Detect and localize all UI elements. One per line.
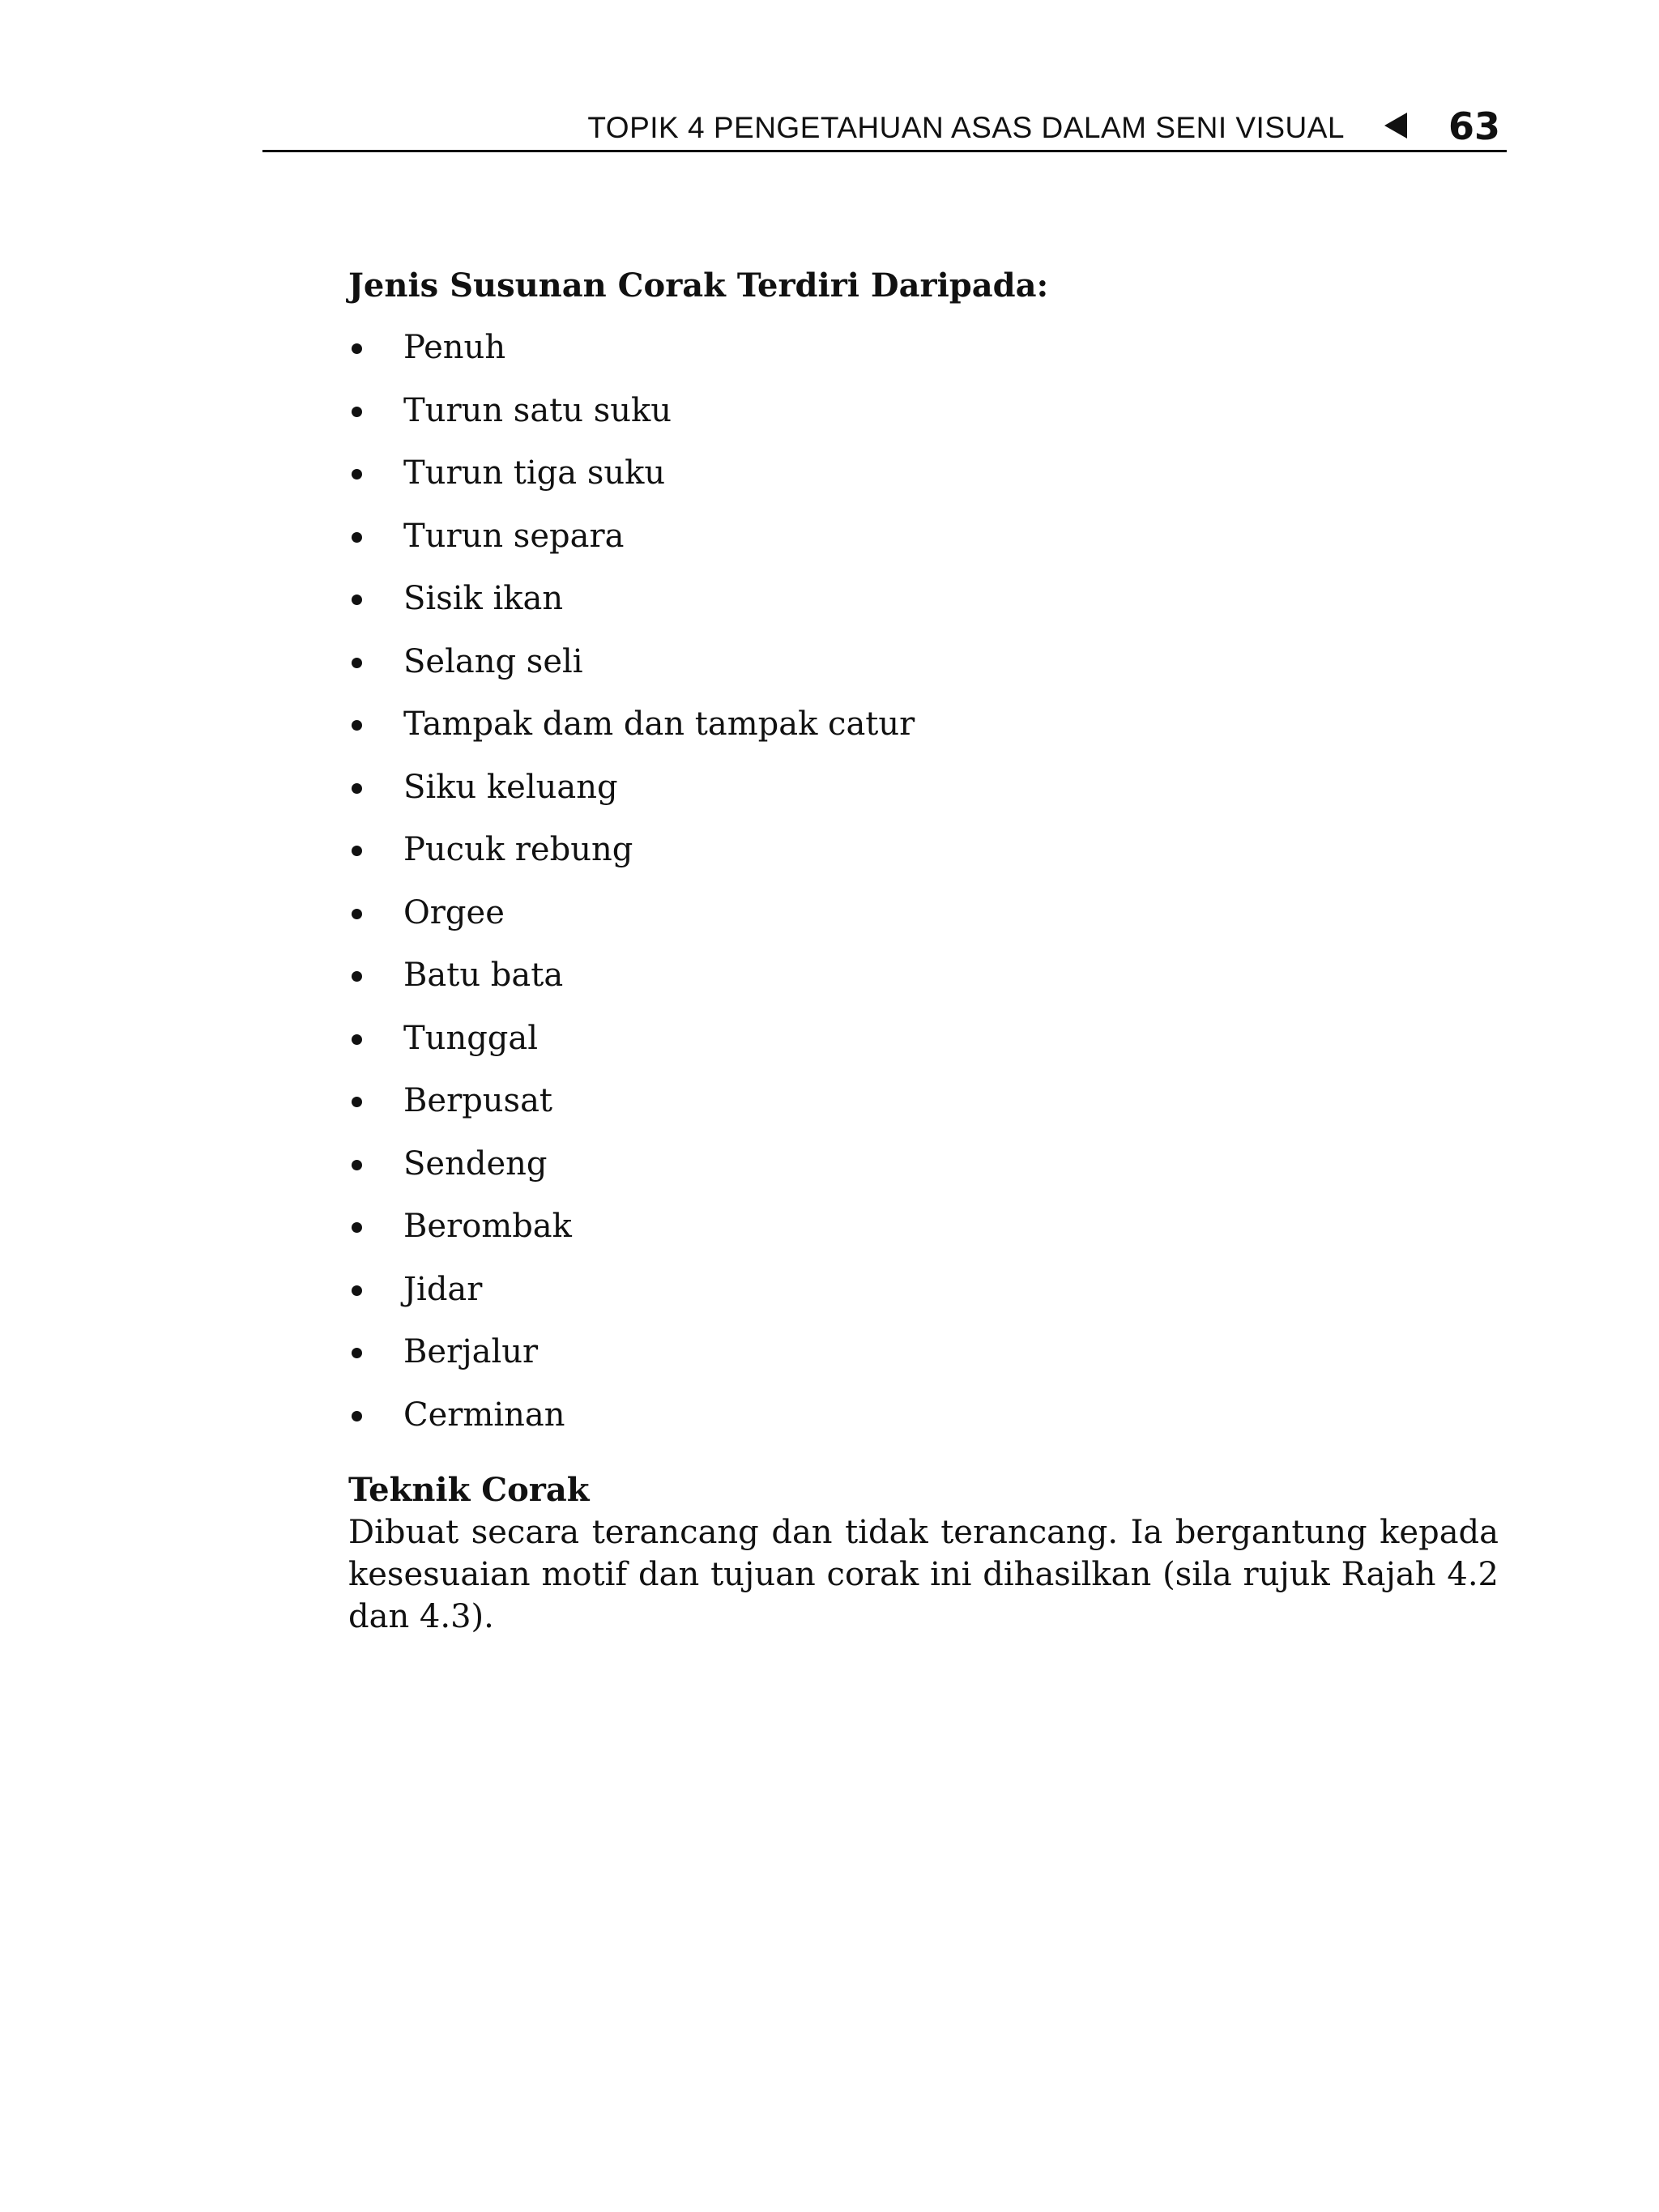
list-item — [348, 568, 1499, 631]
list-item — [348, 757, 1499, 820]
list-item-text: Batu bata — [403, 957, 564, 994]
bullet-icon — [352, 783, 362, 794]
list-item-text: Sendeng — [403, 1144, 548, 1183]
list-item-text: Siku keluang — [403, 768, 618, 806]
bullet-icon — [352, 658, 362, 668]
list-item — [348, 442, 1499, 505]
bullet-icon — [352, 1097, 362, 1107]
page-number: 63 — [1448, 104, 1500, 148]
list-item — [348, 944, 1499, 1008]
bullet-icon — [352, 1285, 362, 1296]
bullet-icon — [352, 1222, 362, 1233]
list-item-text: Berpusat — [403, 1082, 553, 1119]
list-item-text: Pucuk rebung — [403, 831, 633, 868]
list-item-text: Jidar — [403, 1270, 483, 1308]
bullet-icon — [352, 720, 362, 731]
list-item — [348, 505, 1499, 569]
list-item — [348, 882, 1499, 945]
list-item — [348, 1384, 1499, 1447]
bullet-icon — [352, 1034, 362, 1045]
bullet-icon — [352, 971, 362, 982]
list-item — [348, 380, 1499, 443]
list-item — [348, 819, 1499, 882]
list-item-text: Turun separa — [403, 517, 625, 555]
bullet-icon — [352, 1348, 362, 1358]
list-item — [348, 1070, 1499, 1133]
subsection-heading: Teknik Corak — [348, 1471, 590, 1509]
bullet-icon — [352, 595, 362, 605]
list-item-text: Tampak dam dan tampak catur — [403, 705, 915, 743]
bullet-icon — [352, 1411, 362, 1421]
main-content — [348, 259, 1499, 1638]
bullet-icon — [352, 343, 362, 354]
list-item — [348, 1196, 1499, 1259]
list-item-text: Turun tiga suku — [403, 454, 666, 492]
list-item-text: Berombak — [403, 1208, 572, 1245]
list-item-text: Cerminan — [403, 1396, 565, 1434]
list-item-text: Berjalur — [403, 1333, 539, 1370]
list-item — [348, 1133, 1499, 1196]
list-item-text: Penuh — [403, 329, 506, 366]
list-item — [348, 1321, 1499, 1384]
bullet-icon — [352, 532, 362, 543]
bullet-icon — [352, 909, 362, 919]
running-title: TOPIK 4 PENGETAHUAN ASAS DALAM SENI VISUAL — [587, 111, 1345, 144]
list-item — [348, 1259, 1499, 1322]
list-item — [348, 693, 1499, 757]
list-item — [348, 317, 1499, 380]
section-heading: Jenis Susunan Corak Terdiri Daripada: — [348, 266, 1049, 305]
bullet-icon — [352, 846, 362, 856]
bullet-icon — [352, 469, 362, 479]
list-item — [348, 631, 1499, 694]
bullet-icon — [352, 1160, 362, 1170]
list-item-text: Sisik ikan — [403, 580, 564, 617]
bullet-icon — [352, 407, 362, 417]
pattern-arrangement-list — [348, 317, 1499, 1447]
list-item-text: Orgee — [403, 893, 505, 931]
page-header — [262, 105, 1507, 152]
list-item — [348, 1008, 1499, 1071]
left-triangle-icon — [1384, 113, 1407, 139]
list-item-text: Selang seli — [403, 642, 583, 680]
list-item-text: Tunggal — [403, 1019, 539, 1057]
subsection-paragraph: Dibuat secara terancang dan tidak terancang. Ia bergantung kepada kesesuaian motif dan tujuan corak ini dihasilkan (sila rujuk Rajah 4.2 dan 4.3). — [348, 1514, 1499, 1635]
list-item-text: Turun satu suku — [403, 391, 672, 429]
subsection-teknik-corak — [348, 1469, 1499, 1638]
